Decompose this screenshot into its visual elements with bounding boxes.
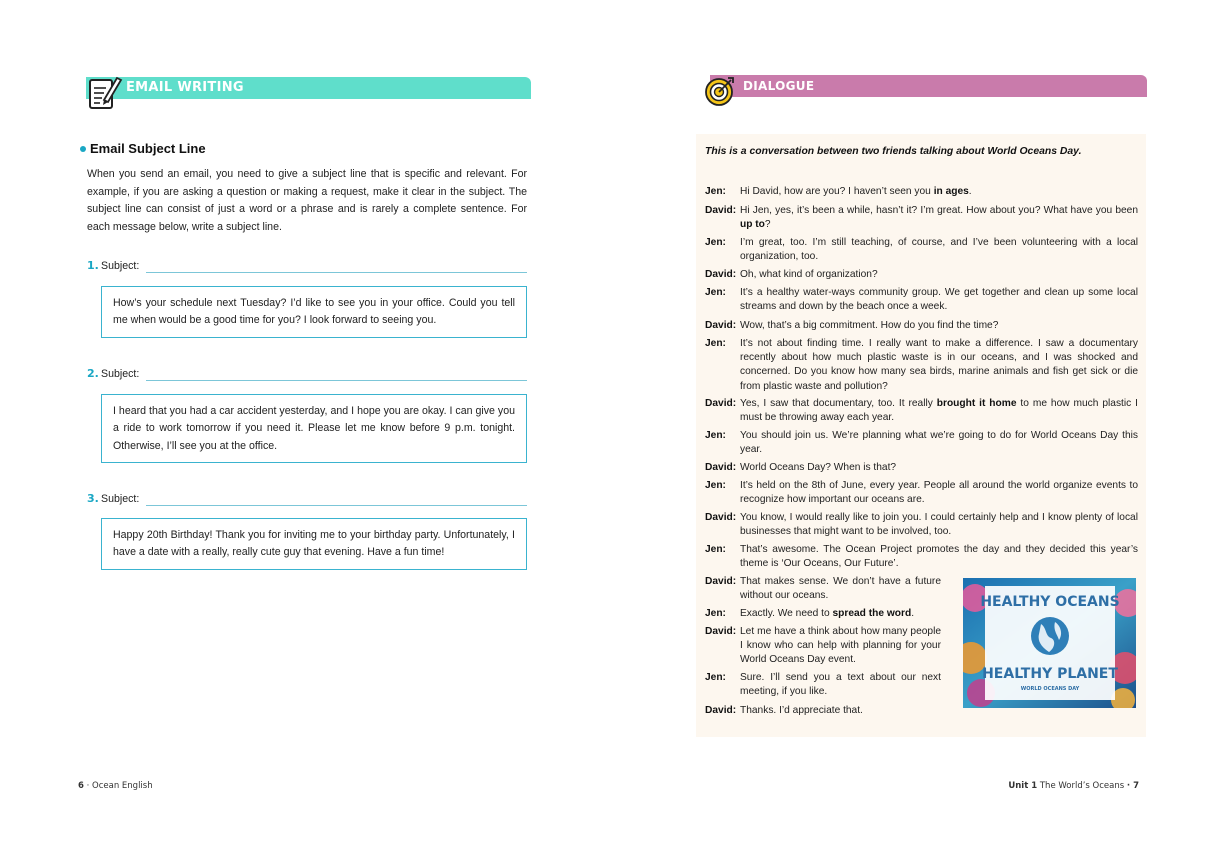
speaker-name: Jen: xyxy=(705,287,726,298)
dialogue-text-part: That makes sense. We don’t have a future without our oceans. xyxy=(740,576,941,602)
dialogue-line xyxy=(705,429,1138,457)
dialogue-line xyxy=(705,607,941,621)
dialogue-line xyxy=(705,286,1138,314)
page-number-left: 6 xyxy=(78,781,84,791)
dialogue-text-part: World Oceans Day? When is that? xyxy=(740,462,897,473)
dialogue-text xyxy=(740,429,1138,457)
dialogue-text-part: Thanks. I’d appreciate that. xyxy=(740,705,863,716)
dialogue-line xyxy=(705,236,1138,264)
dialogue-text xyxy=(740,337,1138,394)
speaker-name: David: xyxy=(705,576,737,587)
dialogue-line xyxy=(705,671,941,699)
dialogue-text xyxy=(740,511,1138,539)
page-number-right: · 7 xyxy=(1126,781,1139,791)
section-title-text: Email Subject Line xyxy=(90,141,206,156)
item-number: 1. xyxy=(87,259,99,272)
dialogue-text-part: . xyxy=(968,186,972,197)
dialogue-text-part: I’m great, too. I’m still teaching, of course, and I’ve been volunteering with a local organization, too. xyxy=(740,237,1138,263)
speaker-name: David: xyxy=(705,269,737,280)
item-number: 2. xyxy=(87,367,99,380)
email-writing-title: EMAIL WRITING xyxy=(126,80,244,95)
speaker-name: Jen: xyxy=(705,186,726,197)
dialogue-text-part: Let me have a think about how many people I know who can help with planning for your World Oceans Day event. xyxy=(740,626,941,666)
footer-right xyxy=(1008,781,1139,791)
dialogue-text-part: Exactly. We need to xyxy=(740,608,833,619)
item-number: 3. xyxy=(87,492,99,505)
speaker-name: Jen: xyxy=(705,608,726,619)
subject-answer-line[interactable] xyxy=(146,505,527,506)
dialogue-text-part: . xyxy=(911,608,915,619)
dialogue-idiom: up to xyxy=(740,219,765,231)
bullet-dot xyxy=(80,146,86,152)
dialogue-line xyxy=(705,479,1138,507)
speaker-name: David: xyxy=(705,398,737,409)
target-dart-icon xyxy=(704,75,736,107)
dialogue-text xyxy=(740,625,941,668)
message-box-3: Happy 20th Birthday! Thank you for inviting me to your birthday party. Unfortunately, I have a date with a really, really cute guy that evening. Have a fun time! xyxy=(101,518,527,570)
dialogue-title: DIALOGUE xyxy=(743,79,815,93)
dialogue-text-part: Sure. I’ll send you a text about our next meeting, if you like. xyxy=(740,672,941,698)
subject-answer-line[interactable] xyxy=(146,272,527,273)
dialogue-line xyxy=(705,461,1138,475)
dialogue-idiom: spread the word xyxy=(832,608,912,619)
dialogue-line xyxy=(705,543,1138,571)
subject-label: Subject: xyxy=(101,493,140,505)
dialogue-idiom: in ages xyxy=(933,186,969,197)
intro-paragraph: When you send an email, you need to give a subject line that is specific and relevant. For example, if you are asking a question or making a request, make it clear in the subject. The subject line can consist of just a word or a phrase and is rarely a complete sentence. For each message below, write a subject line. xyxy=(87,168,527,233)
dialogue-text-part: You should join us. We’re planning what we’re going to do for World Oceans Day this year. xyxy=(740,430,1138,456)
dialogue-text-part: Hi Jen, yes, it’s been a while, hasn’t it? I’m great. How about you? What have you been xyxy=(740,205,1138,216)
dialogue-line xyxy=(705,185,1138,199)
speaker-name: David: xyxy=(705,512,737,523)
dialogue-text xyxy=(740,479,1138,507)
dialogue-text xyxy=(740,236,1138,264)
book-title: · Ocean English xyxy=(86,781,153,791)
dialogue-text xyxy=(740,268,1138,282)
dialogue-text-part: Yes, I saw that documentary, too. It really xyxy=(740,398,937,409)
speaker-name: David: xyxy=(705,626,737,637)
subject-label: Subject: xyxy=(101,260,140,272)
footer-left xyxy=(78,781,153,791)
unit-title: The World’s Oceans xyxy=(1039,781,1125,791)
dialogue-text xyxy=(740,319,1138,333)
unit-label: Unit 1 xyxy=(1008,781,1038,791)
speaker-name: David: xyxy=(705,205,737,216)
dialogue-line xyxy=(705,575,941,603)
dialogue-text xyxy=(740,575,941,603)
poster-line-3: WORLD OCEANS DAY xyxy=(1020,686,1080,692)
healthy-oceans-poster xyxy=(963,578,1136,708)
dialogue-line xyxy=(705,319,1138,333)
dialogue-text-part: It’s a healthy water-ways community group. We get together and clean up some local streams and down by the beach once a week. xyxy=(740,287,1138,313)
subject-row-2 xyxy=(87,367,527,383)
dialogue-line xyxy=(705,337,1138,394)
poster-line-2: HEALTHY PLANET xyxy=(982,666,1118,682)
subject-answer-line[interactable] xyxy=(146,380,527,381)
speaker-name: Jen: xyxy=(705,237,726,248)
dialogue-text xyxy=(740,286,1138,314)
dialogue-text-part: It’s held on the 8th of June, every year. People all around the world organize events to recognize how important our oceans are. xyxy=(740,480,1138,506)
dialogue-text-part: to me how much plastic I must be throwing away each year. xyxy=(740,398,1138,424)
message-box-1: How’s your schedule next Tuesday? I’d like to see you in your office. Could you tell me when would be a good time for you? I look forward to seeing you. xyxy=(101,286,527,338)
dialogue-text-part: ? xyxy=(764,219,771,231)
speaker-name: Jen: xyxy=(705,480,726,491)
speaker-name: Jen: xyxy=(705,544,726,555)
speaker-name: David: xyxy=(705,462,737,473)
dialogue-text-part: It’s not about finding time. I really want to make a difference. I saw a documentary recently about how much plastic waste is in our oceans, and I was shocked and concerned. Do you know how many sea birds, marine animals and fish get sick or die from plastic waste and pollution? xyxy=(740,338,1138,392)
dialogue-idiom: brought it home xyxy=(936,398,1017,409)
subject-row-3 xyxy=(87,492,527,508)
dialogue-intro: This is a conversation between two friends talking about World Oceans Day. xyxy=(705,146,1082,157)
speaker-name: David: xyxy=(705,320,737,331)
speaker-name: Jen: xyxy=(705,430,726,441)
dialogue-line xyxy=(705,268,1138,282)
dialogue-line xyxy=(705,204,1138,232)
poster-line-1: HEALTHY OCEANS xyxy=(980,594,1120,610)
speaker-name: David: xyxy=(705,705,737,716)
dialogue-text-part: You know, I would really like to join you. I could certainly help and I know plenty of local businesses that might want to be involved, too. xyxy=(740,512,1138,538)
subject-label: Subject: xyxy=(101,368,140,380)
dialogue-text xyxy=(740,607,941,621)
message-box-2: I heard that you had a car accident yesterday, and I hope you are okay. I can give you a ride to work tomorrow if you need it. Please let me know before 9 p.m. tonight. Otherwise, I’ll see you at the office. xyxy=(101,394,527,463)
dialogue-text xyxy=(740,671,941,699)
dialogue-text xyxy=(740,461,1138,475)
dialogue-text xyxy=(740,185,1138,199)
dialogue-text xyxy=(740,543,1138,571)
dialogue-text-part: Hi David, how are you? I haven’t seen you xyxy=(740,186,934,197)
speaker-name: Jen: xyxy=(705,338,726,349)
section-title xyxy=(80,141,206,156)
notepad-pencil-icon xyxy=(86,72,124,112)
dialogue-text-part: That’s awesome. The Ocean Project promotes the day and they decided this year’s theme is ‘Our Oceans, Our Future’. xyxy=(740,544,1138,570)
dialogue-line xyxy=(705,397,1138,425)
dialogue-line xyxy=(705,625,941,668)
speaker-name: Jen: xyxy=(705,672,726,683)
subject-row-1 xyxy=(87,259,527,275)
dialogue-line xyxy=(705,511,1138,539)
dialogue-text-part: Oh, what kind of organization? xyxy=(740,269,878,280)
dialogue-text xyxy=(740,397,1138,425)
dialogue-text-part: Wow, that’s a big commitment. How do you find the time? xyxy=(740,320,999,331)
dialogue-text xyxy=(740,204,1138,232)
